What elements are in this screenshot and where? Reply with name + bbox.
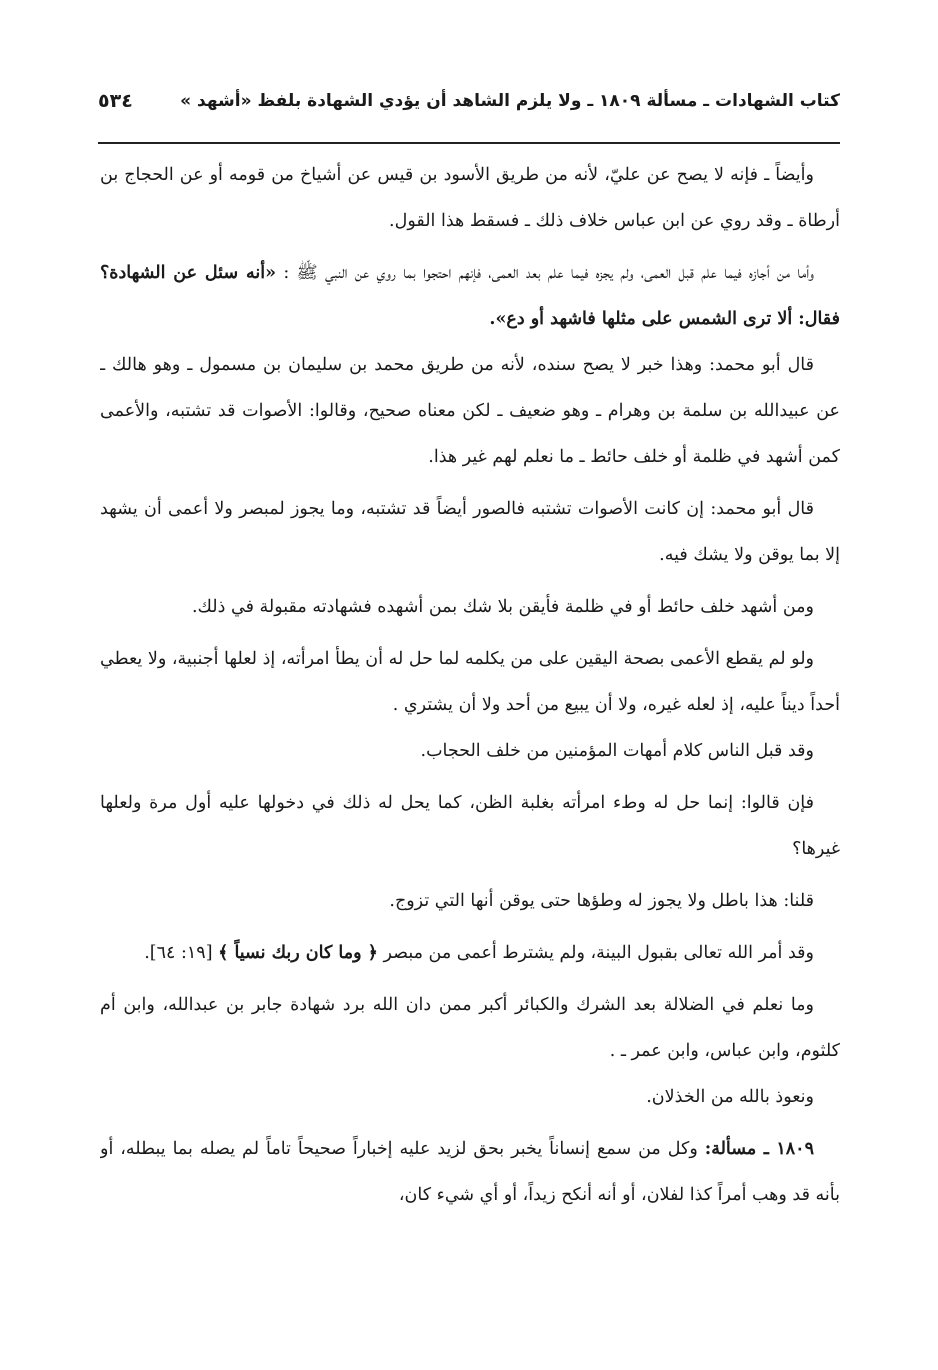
paragraph-text: وقد أمر الله تعالى بقبول البينة، ولم يشترط أعمى من مبصر: [383, 943, 814, 963]
paragraph-text: وقد قبل الناس كلام أمهات المؤمنين من خلف الحجاب.: [420, 741, 814, 761]
paragraph: [100, 728, 840, 774]
paragraph: [100, 780, 840, 872]
paragraph-text: قال أبو محمد: إن كانت الأصوات تشتبه فالصور أيضاً قد تشتبه، وما يجوز لمبصر ولا أعمى أن يشهد إلا بما يوقن ولا يشك فيه.: [100, 499, 840, 565]
paragraph-text: وما نعلم في الضلالة بعد الشرك والكبائر أكبر ممن دان الله برد شهادة جابر بن عبدالله، وابن أم كلثوم، وابن عباس، وابن عمر ـ .: [100, 995, 840, 1061]
paragraph-text: وأما من أجازه فيما علم قبل العمى، ولم يجزه فيما علم بعد العمى، فإنهم احتجوا بما روي عن النبي ﷺ :: [283, 263, 814, 283]
paragraph: [100, 982, 840, 1074]
quoted-text: ﴿ وما كان ربك نسياً ﴾: [218, 943, 378, 963]
header-divider: [98, 142, 840, 144]
paragraph: [100, 250, 840, 342]
paragraph: [100, 342, 840, 480]
paragraph: [100, 1074, 840, 1120]
paragraph-text: فإن قالوا: إنما حل له وطء امرأته بغلبة الظن، كما يحل له ذلك في دخولها عليه أول مرة ولعلها غيرها؟: [100, 793, 840, 859]
paragraph-text: وكل من سمع إنساناً يخبر بحق لزيد عليه إخباراً صحيحاً تاماً لم يصله بما يبطله، أو بأنه قد وهب أمراً كذا لفلان، أو أنه أنكح زيداً، أو أي شيء كان،: [100, 1139, 840, 1205]
body-text: [100, 152, 840, 1342]
paragraph: [100, 1126, 840, 1218]
paragraph-text: قال أبو محمد: وهذا خبر لا يصح سنده، لأنه من طريق محمد بن سليمان بن مسمول ـ وهو هالك ـ عن عبيدالله بن سلمة بن وهرام ـ وهو ضعيف ـ لكن معناه صحيح، وقالوا: الأصوات قد تشتبه، والأعمى كمن أشهد في ظلمة أو خلف حائط ـ ما نعلم لهم غير هذا.: [100, 355, 840, 467]
paragraph-text: ونعوذ بالله من الخذلان.: [646, 1087, 814, 1107]
paragraph: [100, 930, 840, 976]
paragraph-text: وأيضاً ـ فإنه لا يصح عن عليّ، لأنه من طريق الأسود بن قيس عن أشياخ من قومه أو عن الحجاج بن أرطاة ـ وقد روي عن ابن عباس خلاف ذلك ـ فسقط هذا القول.: [100, 165, 840, 231]
paragraph: [100, 486, 840, 578]
running-header-title: كتاب الشهادات ـ مسألة ١٨٠٩ ـ ولا يلزم الشاهد أن يؤدي الشهادة بلفظ «أشهد »: [180, 91, 840, 111]
issue-number-heading: ١٨٠٩ ـ مسألة:: [704, 1139, 814, 1159]
quoted-text: «أنه سئل عن الشهادة؟ فقال: ألا ترى الشمس على مثلها فاشهد أو دع».: [100, 263, 840, 329]
running-header: [98, 78, 840, 124]
paragraph-text: ولو لم يقطع الأعمى بصحة اليقين على من يكلمه لما حل له أن يطأ امرأته، إذ لعلها أجنبية، ولا يعطي أحداً ديناً عليه، إذ لعله غيره، ولا أن يبيع من أحد ولا أن يشتري .: [100, 649, 840, 715]
paragraph: [100, 878, 840, 924]
paragraph-text: ومن أشهد خلف حائط أو في ظلمة فأيقن بلا شك بمن أشهده فشهادته مقبولة في ذلك.: [191, 597, 814, 617]
paragraph: [100, 636, 840, 728]
page-number: ٥٣٤: [98, 90, 133, 112]
paragraph: [100, 584, 840, 630]
paragraph-text: قلنا: هذا باطل ولا يجوز له وطؤها حتى يوقن أنها التي تزوج.: [389, 891, 814, 911]
paragraph: [100, 152, 840, 244]
verse-reference: [١٩: ٦٤].: [144, 943, 213, 963]
